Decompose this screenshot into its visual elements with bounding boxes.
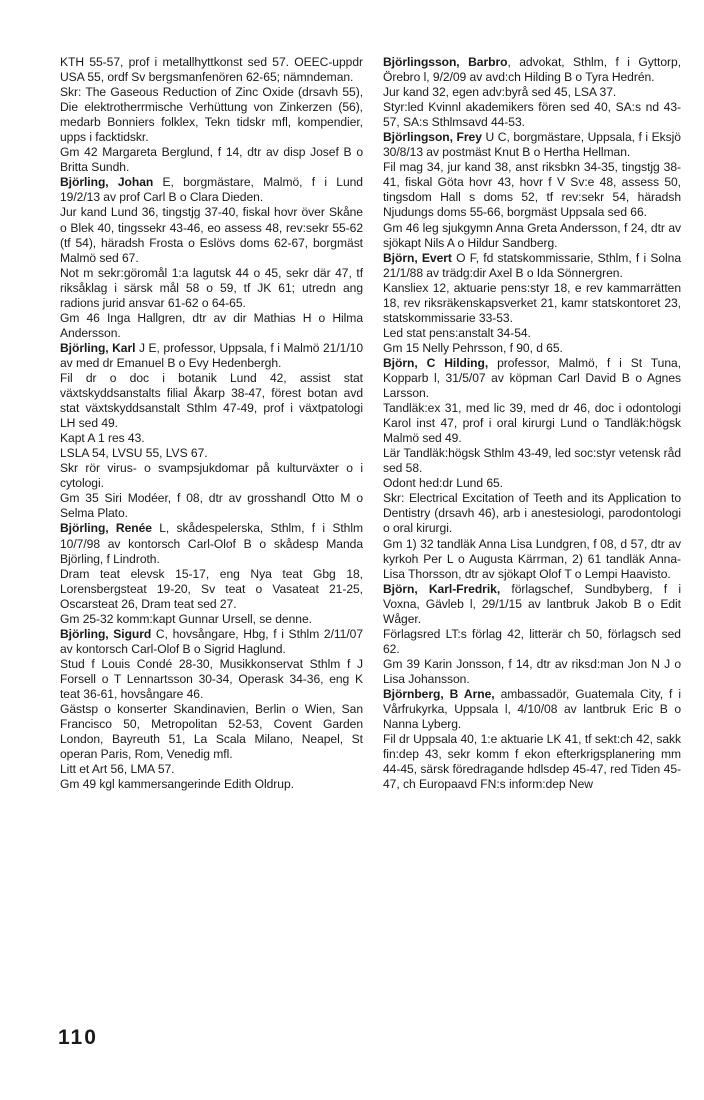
entry-text: Gm 25-32 komm:kapt Gunnar Ursell, se denne.	[60, 611, 312, 626]
entry-text: Gm 42 Margareta Berglund, f 14, dtr av disp Josef B o Britta Sundh.	[60, 145, 363, 175]
person-name: Björn, C Hilding,	[383, 355, 489, 370]
entry-text: Gm 46 Inga Hallgren, dtr av dir Mathias H o Hilma Andersson.	[60, 310, 363, 340]
person-name: Björlingsson, Barbro	[383, 55, 508, 69]
biography-entry	[60, 341, 363, 371]
entry-paragraph	[383, 160, 681, 220]
entry-text: J E, professor, Uppsala, f i Malmö 21/1/10 av med dr Emanuel B o Evy Hedenbergh.	[60, 340, 363, 370]
entry-text: ambassadör, Guatemala City, f i Vårfrukyrka, Uppsala l, 4/10/08 av lantbruk Eric B o Nanna Lyberg.	[383, 686, 681, 732]
entry-text: Jur kand 32, egen adv:byrå sed 45, LSA 37.	[383, 85, 617, 100]
entry-text: O F, fd statskommissarie, Sthlm, f i Solna 21/1/88 av trädg:dir Axel B o Ida Sönnergren.	[383, 250, 681, 280]
entry-paragraph	[60, 371, 363, 431]
biography-entry	[383, 130, 681, 160]
entry-paragraph	[60, 461, 363, 491]
entry-paragraph	[383, 100, 681, 130]
page-number: 110	[58, 1026, 98, 1049]
entry-text: Fil mag 34, jur kand 38, anst riksbkn 34-35, tingstjg 38-41, fiskal Göta hovr 43, hovr f V Sv:e 48, assess 50, tingsdom Hall s doms 52, tf rev:sekr 54, häradsh Njudungs doms 55-66, borgmäst Uppsala sed 66.	[383, 160, 681, 220]
entry-paragraph	[60, 612, 363, 627]
entry-text: Dram teat elevsk 15-17, eng Nya teat Gbg 18, Lorensbergsteat 19-20, Sv teat o Vasateat 21-25, Oscarsteat 26, Dram teat sed 27.	[60, 566, 363, 611]
entry-paragraph	[383, 627, 681, 657]
person-name: Björn, Karl-Fredrik,	[383, 581, 501, 596]
entry-text: Gm 35 Siri Modéer, f 08, dtr av grosshandl Otto M o Selma Plato.	[60, 491, 363, 521]
entry-paragraph	[383, 446, 681, 476]
entry-paragraph	[60, 145, 363, 175]
entry-text: Skr: The Gaseous Reduction of Zinc Oxide (drsavh 55), Die elektrotherrmische Verhüttung von Zinkerzen (56), medarb Bonniers folklex, Tekn tidskr mfl, kompendier, upps i facktidskr.	[60, 85, 363, 145]
entry-text: Fil dr o doc i botanik Lund 42, assist stat växtskyddsanstalts filial Åkarp 38-47, förest botan avd stat växtskyddsanstalt Sthlm 47-49, prof i växtpatologi LH sed 49.	[60, 370, 363, 431]
person-name: Björnberg, B Arne,	[383, 686, 495, 701]
entry-paragraph	[60, 491, 363, 521]
entry-text: Odont hed:dr Lund 65.	[383, 476, 503, 491]
entry-paragraph	[60, 266, 363, 311]
person-name: Björling, Renée	[60, 521, 152, 536]
biography-entry	[383, 251, 681, 281]
entry-paragraph	[383, 537, 681, 582]
entry-paragraph	[383, 657, 681, 687]
entry-text: , advokat, Sthlm, f i Gyttorp, Örebro l, 9/2/09 av avd:ch Hilding B o Tyra Hedrén.	[383, 55, 681, 85]
entry-paragraph	[383, 732, 681, 792]
entry-text: Led stat pens:anstalt 34-54.	[383, 325, 531, 340]
entry-paragraph	[60, 702, 363, 762]
entry-text: Gm 46 leg sjukgymn Anna Greta Andersson, f 24, dtr av sjökapt Nils A o Hildur Sandberg.	[383, 220, 681, 250]
entry-text: förlagschef, Sundbyberg, f i Voxna, Gävleb l, 29/1/15 av lantbruk Jakob B o Edit Wåger.	[383, 581, 681, 626]
person-name: Björling, Sigurd	[60, 626, 152, 641]
biography-entry	[60, 521, 363, 566]
entry-text: C, hovsångare, Hbg, f i Sthlm 2/11/07 av kontorsch Carl-Olof B o Sigrid Haglund.	[60, 626, 363, 656]
entry-text: Kapt A 1 res 43.	[60, 431, 145, 446]
entry-text: Gm 39 Karin Jonsson, f 14, dtr av riksd:man Jon N J o Lisa Johansson.	[383, 656, 681, 686]
entry-paragraph	[383, 491, 681, 536]
entry-paragraph	[60, 446, 363, 461]
entry-text: Tandläk:ex 31, med lic 39, med dr 46, doc i odontologi Karol inst 47, prof i oral kirurgi Lund o Tandläk:högsk Malmö sed 49.	[383, 401, 681, 446]
right-column	[383, 55, 681, 792]
biography-entry	[383, 356, 681, 401]
entry-paragraph	[383, 476, 681, 491]
entry-paragraph	[60, 205, 363, 265]
entry-paragraph	[383, 281, 681, 326]
entry-text: Förlagsred LT:s förlag 42, litterär ch 50, förlagsch sed 62.	[383, 626, 681, 656]
entry-text: L, skådespelerska, Sthlm, f i Sthlm 10/7/98 av kontorsch Carl-Olof B o skådesp Manda Björling, f Lindroth.	[60, 521, 363, 566]
entry-paragraph	[60, 777, 363, 792]
entry-text: Not m sekr:göromål 1:a lagutsk 44 o 45, sekr där 47, tf riksåklag i särsk mål 58 o 59, tf JK 61; utredn ang radions jurid ansvar 61-62 o 64-65.	[60, 265, 363, 310]
entry-text: LSLA 54, LVSU 55, LVS 67.	[60, 446, 208, 461]
person-name: Björling, Karl	[60, 340, 136, 355]
entry-text: Styr:led Kvinnl akademikers fören sed 40, SA:s nd 43-57, SA:s Sthlmsavd 44-53.	[383, 100, 681, 130]
entry-text: KTH 55-57, prof i metallhyttkonst sed 57. OEEC-uppdr USA 55, ordf Sv bergsmanfenören 62-65; nämndeman.	[60, 55, 363, 85]
person-name: Björling, Johan	[60, 175, 154, 190]
entry-paragraph	[60, 431, 363, 446]
person-name: Björn, Evert	[383, 250, 452, 265]
person-name: Björlingson, Frey	[383, 130, 482, 145]
entry-text: Stud f Louis Condé 28-30, Musikkonservat Sthlm f J Forsell o T Lennartsson 30-34, Operask 34-36, eng K teat 36-61, hovsångare 46.	[60, 656, 363, 701]
entry-paragraph	[383, 341, 681, 356]
entry-text: Litt et Art 56, LMA 57.	[60, 762, 175, 777]
entry-text: Lär Tandläk:högsk Sthlm 43-49, led soc:styr vetensk råd sed 58.	[383, 446, 681, 476]
entry-text: Gm 15 Nelly Pehrsson, f 90, d 65.	[383, 340, 563, 355]
entry-text: Gästsp o konserter Skandinavien, Berlin o Wien, San Francisco 50, Metropolitan 52-53, Covent Garden London, Bayreuth 51, La Scala Milano, Neapel, St operan Paris, Rom, Venedig mfl.	[60, 702, 363, 762]
entry-text: U C, borgmästare, Uppsala, f i Eksjö 30/8/13 av postmäst Knut B o Hertha Hellman.	[383, 130, 681, 160]
entry-paragraph	[383, 326, 681, 341]
entry-paragraph	[60, 85, 363, 145]
entry-text: E, borgmästare, Malmö, f i Lund 19/2/13 av prof Carl B o Clara Dieden.	[60, 175, 363, 205]
left-column	[60, 55, 363, 792]
entry-text: professor, Malmö, f i St Tuna, Kopparb l, 31/5/07 av köpman Carl David B o Agnes Larsson.	[383, 355, 682, 401]
entry-text: Skr: Electrical Excitation of Teeth and its Application to Dentistry (drsavh 46), arb i anestesiologi, parodontologi o oral kirurgi.	[383, 491, 681, 536]
entry-paragraph	[383, 401, 681, 446]
entry-text: Kansliex 12, aktuarie pens:styr 18, e rev kammarrätten 18, rev riksräkenskapsverket 21, kamr statskontoret 23, statskommissarie 33-53.	[383, 280, 681, 325]
entry-paragraph	[383, 221, 681, 251]
biography-entry	[383, 582, 681, 627]
entry-text: Fil dr Uppsala 40, 1:e aktuarie LK 41, tf sekt:ch 42, sakk fin:dep 43, sekr komm f ekon efterkrigsplanering mm 44-45, särsk föredragande hdlsdep 45-47, red Tiden 45-47, ch Europaavd FN:s inform:dep New	[383, 732, 681, 792]
entry-text: Jur kand Lund 36, tingstjg 37-40, fiskal hovr över Skåne o Blek 40, tingssekr 43-46, eo assess 48, rev:sekr 55-62 (tf 54), häradsh Frosta o Eslövs doms 62-67, borgmäst Malmö sed 67.	[60, 205, 363, 265]
entry-text: Gm 49 kgl kammersangerinde Edith Oldrup.	[60, 777, 294, 792]
entry-paragraph	[60, 567, 363, 612]
entry-text: Skr rör virus- o svampsjukdomar på kulturväxter o i cytologi.	[60, 461, 363, 491]
entry-paragraph	[383, 85, 681, 100]
biography-entry	[60, 175, 363, 205]
entry-paragraph	[60, 657, 363, 702]
entry-text: Gm 1) 32 tandläk Anna Lisa Lundgren, f 08, d 57, dtr av kyrkoh Per L o Augusta Kärrman, 2) 61 tandläk Anna-Lisa Thorsson, dtr av sjökapt Olof T o Lempi Haavisto.	[383, 536, 681, 581]
entry-paragraph	[60, 55, 363, 85]
biography-entry	[383, 687, 681, 732]
biography-entry	[383, 55, 681, 85]
entry-paragraph	[60, 311, 363, 341]
entry-paragraph	[60, 762, 363, 777]
biography-entry	[60, 627, 363, 657]
